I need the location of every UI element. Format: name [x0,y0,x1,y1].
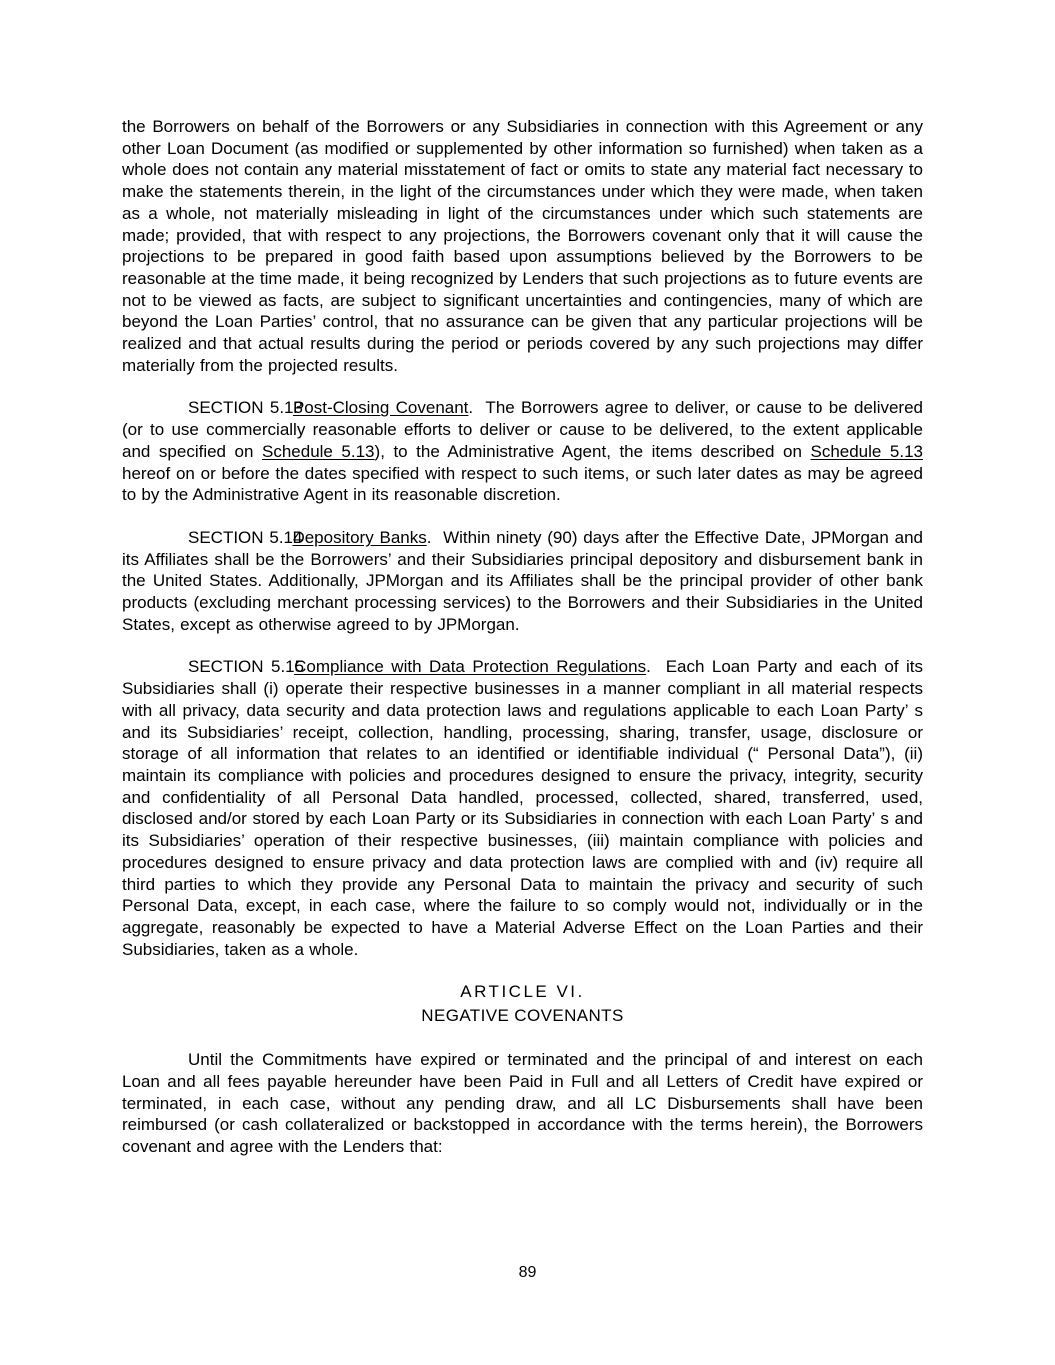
text-run: . Each Loan Party and each of its Subsidiaries shall (i) operate their respective businesses in a manner compliant in all material respects with all privacy, data security and data protection laws and regulations applicable to each Loan Party’ s and its Subsidiaries’ receipt, collection, handling, processing, sharing, transfer, usage, disclosure or storage of all information that relates to an identified or identifiable individual (“ Personal Data”), (ii) maintain its compliance with policies and procedures designed to ensure the privacy, integrity, security and confidentiality of all Personal Data handled, processed, collected, shared, transferred, used, disclosed and/or stored by each Loan Party or its Subsidiaries in connection with each Loan Party’ s and its Subsidiaries’ operation of their respective businesses, (iii) maintain compliance with policies and procedures designed to ensure privacy and data protection laws are complied with and (iv) require all third parties to which they provide any Personal Data to maintain the privacy and security of such Personal Data, except, in each case, where the failure to so comply would not, individually or in the aggregate, reasonably be expected to have a Material Adverse Effect on the Loan Parties and their Subsidiaries, taken as a whole. [122,657,923,959]
article-vi-heading: ARTICLE VI. [460,982,585,1002]
page-number: 89 [518,1264,537,1281]
text-run: ), to the Administrative Agent, the items described on [374,441,811,461]
section-5-15-paragraph [122,656,923,960]
schedule-5-13-reference: Schedule 5.13 [262,441,375,461]
section-5-13-heading: Post-Closing Covenant [292,398,469,418]
text-run: the Borrowers on behalf of the Borrowers or any Subsidiaries in connection with this Agreement or any other Loan Document (as modified or supplemented by other information so furnished) when taken as a whole does not contain any material misstatement of fact or omits to state any material fact necessary to make the statements therein, in the light of the circumstances under which they were made, when taken as a whole, not materially misleading in light of the circumstances under which such statements are made; provided, that with respect to any projections, the Borrowers covenant only that it will cause the projections to be prepared in good faith based upon assumptions believed by the Borrowers to be reasonable at the time made, it being recognized by Lenders that such projections as to future events are not to be viewed as facts, are subject to significant uncertainties and contingencies, many of which are beyond the Loan Parties’ control, that no assurance can be given that any particular projections will be realized and that actual results during the period or periods covered by any such projections may differ materially from the projected results. [122,117,923,375]
section-5-15-heading: Compliance with Data Protection Regulations [294,657,647,677]
section-5-13-paragraph [122,397,923,506]
section-5-14-heading: Depository Banks [292,527,427,547]
text-run: SECTION 5.15 [188,657,305,677]
text-run: Until the Commitments have expired or terminated and the principal of and interest on each Loan and all fees payable hereunder have been Paid in Full and all Letters of Credit have expired or terminated, in each case, without any pending draw, and all LC Disbursements shall have been reimbursed (or cash collateralized or backstopped in accordance with the terms herein), the Borrowers covenant and agree with the Lenders that: [122,1050,923,1157]
text-run: SECTION 5.14 [188,527,303,547]
section-5-14-paragraph [122,527,923,636]
text-run: SECTION 5.13 [188,398,303,418]
article-vi-subheading: NEGATIVE COVENANTS [421,1006,624,1026]
page-content [122,116,923,1179]
schedule-5-13-reference: Schedule 5.13 [810,441,924,461]
negative-covenants-intro-paragraph [122,1049,923,1158]
paragraph-continuation [122,116,923,376]
text-run: . Within ninety (90) days after the Effective Date, JPMorgan and its Affiliates shall be the Borrowers’ and their Subsidiaries principal depository and disbursement bank in the United States. Additionally, JPMorgan and its Affiliates shall be the principal provider of other bank products (excluding merchant processing services) to the Borrowers and their Subsidiaries in the United States, except as otherwise agreed to by JPMorgan. [122,527,923,634]
text-run: . The Borrowers agree to deliver, or cause to be delivered (or to use commercially reasonable efforts to deliver or cause to be delivered, to the extent applicable and specified on [122,398,923,461]
text-run: hereof on or before the dates specified with respect to such items, or such later dates as may be agreed to by the Administrative Agent in its reasonable discretion. [122,463,923,505]
